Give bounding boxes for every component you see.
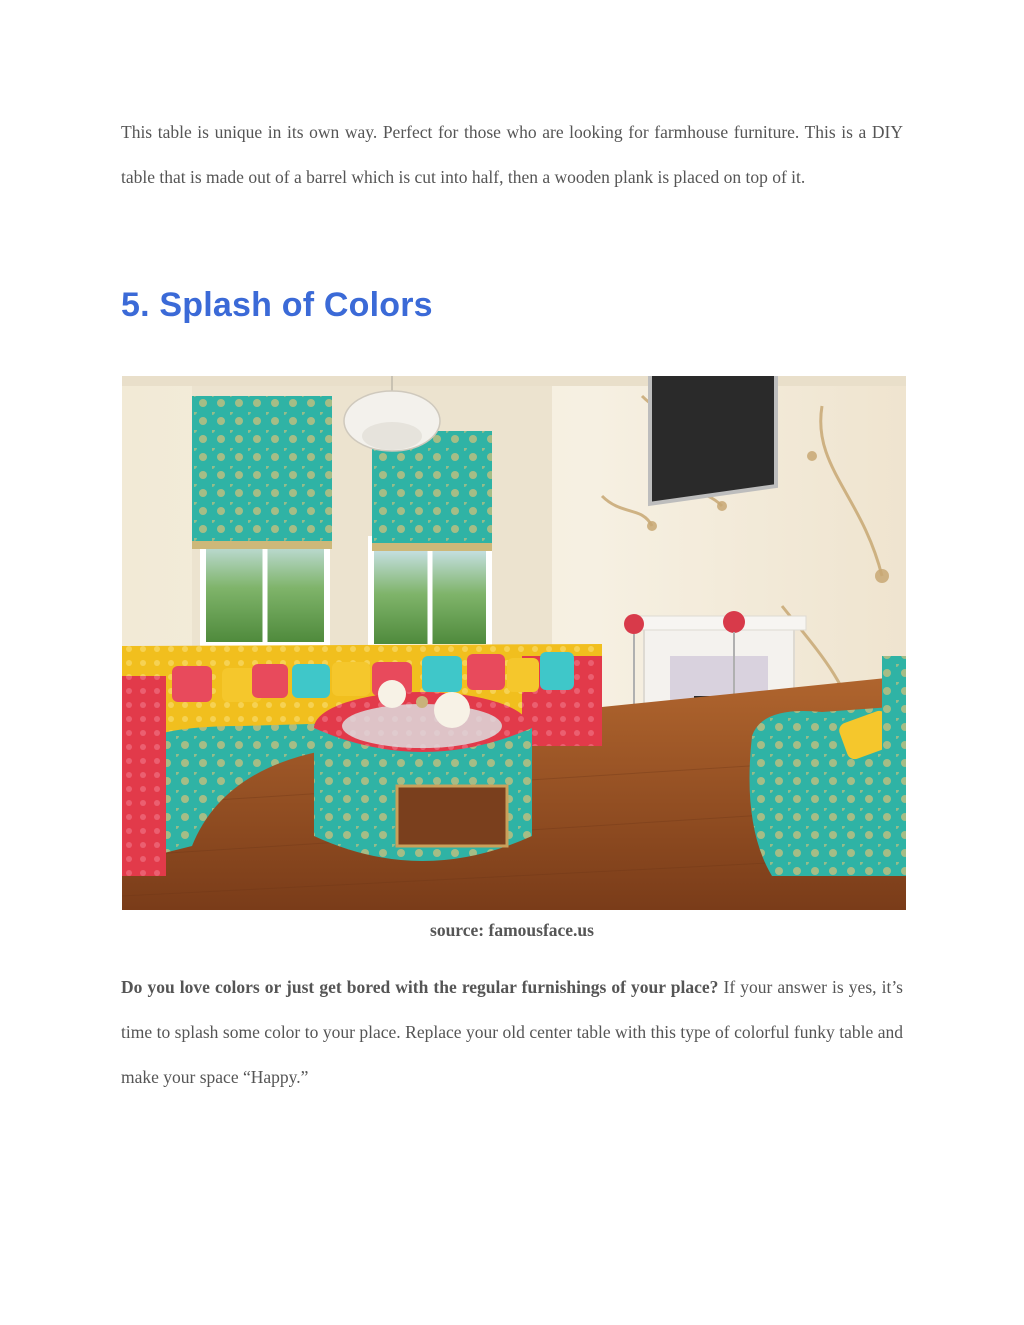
living-room-photo [122, 376, 906, 910]
section-heading: 5. Splash of Colors [121, 286, 433, 324]
paragraph-colors [121, 965, 903, 1100]
paragraph-barrel-table: This table is unique in its own way. Perfect for those who are looking for farmhouse furniture. This is a DIY table that is made out of a barrel which is cut into half, then a wooden plank is placed on top of it. [121, 122, 903, 187]
paragraph-lead-question: Do you love colors or just get bored with the regular furnishings of your place? [121, 977, 719, 997]
paragraph-body: If your answer is yes, it’s time to splash some color to your place. Replace your old center table with this type of colorful funky table and make your space “Happy.” [121, 977, 903, 1087]
figure-caption: source: famousface.us [430, 920, 594, 940]
